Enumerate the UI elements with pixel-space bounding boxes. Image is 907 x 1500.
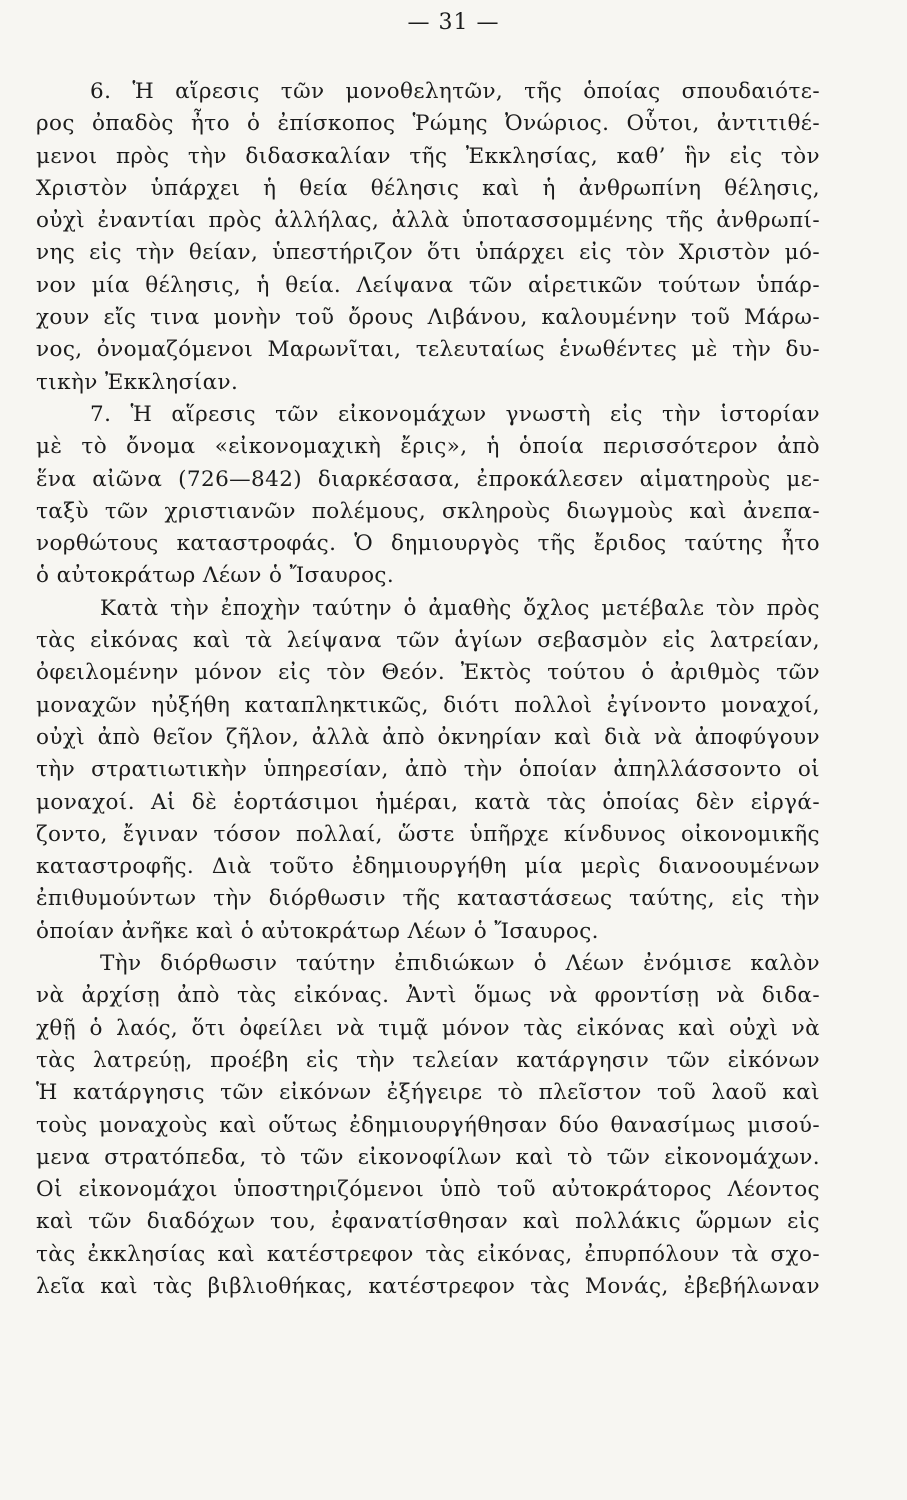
text-line: τὰς εἰκόνας καὶ τὰ λείψανα τῶν ἁγίων σεβασμὸν εἰς λατρείαν, — [36, 628, 820, 654]
text-line: νὰ ἀρχίσῃ ἀπὸ τὰς εἰκόνας. Ἀντὶ ὅμως νὰ φροντίσῃ νὰ διδα- — [36, 983, 820, 1009]
text-line: οὐχὶ ἐναντίαι πρὸς ἀλλήλας, ἀλλὰ ὑποτασσομμένης τῆς ἀνθρωπί- — [36, 208, 820, 234]
text-line: μοναχοί. Αἱ δὲ ἑορτάσιμοι ἡμέραι, κατὰ τὰς ὁποίας δὲν εἰργά- — [36, 789, 820, 815]
text-line: χθῇ ὁ λαός, ὅτι ὀφείλει νὰ τιμᾷ μόνον τὰς εἰκόνας καὶ οὐχὶ νὰ — [36, 1015, 820, 1041]
text-line: ἐπιθυμούντων τὴν διόρθωσιν τῆς καταστάσεως ταύτης, εἰς τὴν — [36, 886, 820, 912]
text-line: καταστροφῆς. Διὰ τοῦτο ἐδημιουργήθη μία μερὶς διανοουμένων — [36, 854, 820, 880]
text-line: χουν εἴς τινα μονὴν τοῦ ὄρους Λιβάνου, καλουμένην τοῦ Μάρω- — [36, 305, 820, 331]
text-line: 6. Ἡ αἵρεσις τῶν μονοθελητῶν, τῆς ὁποίας σπουδαιότε- — [90, 79, 820, 104]
text-line: νος, ὀνομαζόμενοι Μαρωνῖται, τελευταίως ἑνωθέντες μὲ τὴν δυ- — [36, 337, 820, 363]
text-line: ὀφειλομένην μόνον εἰς τὸν Θεόν. Ἐκτὸς τούτου ὁ ἀριθμὸς τῶν — [36, 660, 820, 686]
text-line: Τὴν διόρθωσιν ταύτην ἐπιδιώκων ὁ Λέων ἐνόμισε καλὸν — [100, 951, 820, 977]
text-line: τικὴν Ἐκκλησίαν. — [36, 369, 239, 395]
text-line: Ἡ κατάργησις τῶν εἰκόνων ἐξήγειρε τὸ πλεῖστον τοῦ λαοῦ καὶ — [36, 1080, 820, 1106]
text-line: τοὺς μοναχοὺς καὶ οὕτως ἐδημιουργήθησαν δύο θανασίμως μισού- — [36, 1112, 820, 1138]
text-line: καὶ τῶν διαδόχων του, ἐφανατίσθησαν καὶ πολλάκις ὥρμων εἰς — [36, 1209, 820, 1235]
text-line: οὐχὶ ἀπὸ θεῖον ζῆλον, ἀλλὰ ἀπὸ ὀκνηρίαν καὶ διὰ νὰ ἀποφύγουν — [36, 724, 820, 750]
text-line: ρος ὀπαδὸς ἦτο ὁ ἐπίσκοπος Ῥώμης Ὀνώριος. Οὗτοι, ἀντιτιθέ- — [36, 111, 820, 137]
text-line: μοναχῶν ηὐξήθη καταπληκτικῶς, διότι πολλοὶ ἐγίνοντο μοναχοί, — [36, 692, 820, 718]
text-line: ὁ αὐτοκράτωρ Λέων ὁ Ἴσαυρος. — [36, 563, 395, 589]
text-line: λεῖα καὶ τὰς βιβλιοθήκας, κατέστρεφον τὰς Μονάς, ἐβεβήλωναν — [36, 1273, 820, 1299]
text-line: ὁποίαν ἀνῆκε καὶ ὁ αὐτοκράτωρ Λέων ὁ Ἴσαυρος. — [36, 918, 599, 944]
text-line: ζοντο, ἔγιναν τόσον πολλαί, ὥστε ὑπῆρχε κίνδυνος οἰκονομικῆς — [36, 821, 820, 847]
text-line: τὰς λατρεύῃ, προέβη εἰς τὴν τελείαν κατάργησιν τῶν εἰκόνων — [36, 1047, 820, 1073]
text-line: νορθώτους καταστροφάς. Ὁ δημιουργὸς τῆς ἔριδος ταύτης ἦτο — [36, 531, 820, 557]
text-line: ταξὺ τῶν χριστιανῶν πολέμους, σκληροὺς διωγμοὺς καὶ ἀνεπα- — [36, 498, 820, 524]
text-line: νης εἰς τὴν θείαν, ὑπεστήριζον ὅτι ὑπάρχει εἰς τὸν Χριστὸν μό- — [36, 240, 820, 266]
text-line: μενα στρατόπεδα, τὸ τῶν εἰκονοφίλων καὶ τὸ τῶν εἰκονομάχων. — [36, 1144, 820, 1170]
text-line: μὲ τὸ ὄνομα «εἰκονομαχικὴ ἔρις», ἡ ὁποία περισσότερον ἀπὸ — [36, 434, 820, 460]
text-line: μενοι πρὸς τὴν διδασκαλίαν τῆς Ἐκκλησίας, καθ’ ἣν εἰς τὸν — [36, 143, 820, 169]
body-text — [36, 76, 820, 1303]
text-line: Χριστὸν ὑπάρχει ἡ θεία θέλησις καὶ ἡ ἀνθρωπίνη θέλησις, — [36, 175, 820, 201]
text-line: νον μία θέλησις, ἡ θεία. Λείψανα τῶν αἱρετικῶν τούτων ὑπάρ- — [36, 272, 820, 298]
text-line: 7. Ἡ αἵρεσις τῶν εἰκονομάχων γνωστὴ εἰς τὴν ἱστορίαν — [90, 401, 820, 427]
page-number: — 31 — — [407, 10, 500, 35]
text-line: Κατὰ τὴν ἐποχὴν ταύτην ὁ ἀμαθὴς ὄχλος μετέβαλε τὸν πρὸς — [100, 595, 820, 621]
text-line: τὰς ἐκκλησίας καὶ κατέστρεφον τὰς εἰκόνας, ἐπυρπόλουν τὰ σχο- — [36, 1241, 820, 1267]
text-line: Οἱ εἰκονομάχοι ὑποστηριζόμενοι ὑπὸ τοῦ αὐτοκράτορος Λέοντος — [36, 1177, 820, 1203]
text-line: ἕνα αἰῶνα (726—842) διαρκέσασα, ἐπροκάλεσεν αἱματηροὺς με- — [36, 466, 820, 492]
text-line: τὴν στρατιωτικὴν ὑπηρεσίαν, ἀπὸ τὴν ὁποίαν ἀπηλλάσσοντο οἱ — [36, 757, 820, 783]
